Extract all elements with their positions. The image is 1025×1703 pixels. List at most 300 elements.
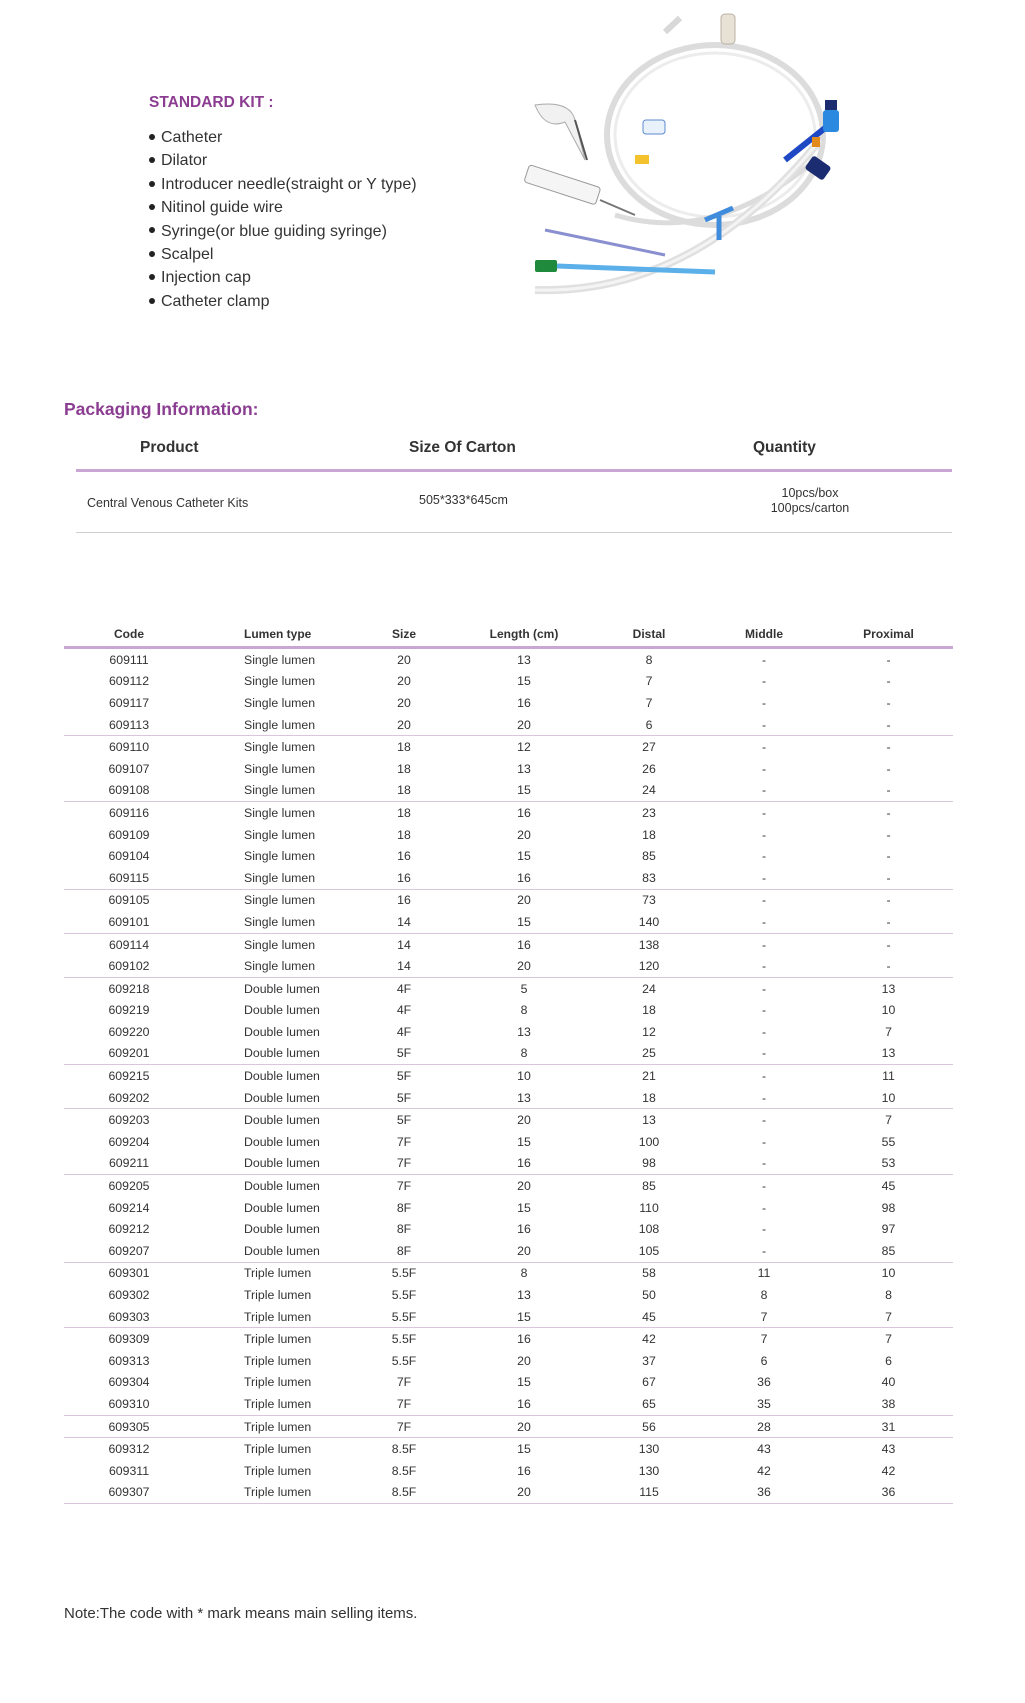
size-cell: 5F [396,1113,412,1128]
proximal-cell: - [886,849,891,864]
size-cell: 5.5F [354,1306,454,1328]
proximal-cell: 53 [824,1153,953,1175]
packaging-row [76,472,952,533]
code-cell: 609114 [108,937,150,952]
spec-header-row [64,622,953,648]
proximal-header: Proximal [824,622,953,648]
lumen-cell: Single lumen [194,780,354,802]
lumen-cell: Double lumen [194,1240,354,1262]
table-row [64,1438,953,1460]
lumen-cell: Double lumen [194,1087,354,1109]
code-cell: 609214 [108,1200,150,1215]
size-cell: 20 [354,714,454,736]
proximal-cell: 8 [885,1288,892,1303]
lumen-header: Lumen type [194,622,354,648]
code-cell: 609102 [64,955,194,977]
distal-header: Distal [594,622,704,648]
length-cell: 20 [454,1415,594,1438]
table-row [64,1197,953,1219]
lumen-cell: Single lumen [244,695,316,710]
distal-cell: 85 [642,1179,656,1194]
size-cell: 8.5F [391,1442,417,1457]
distal-cell: 42 [642,1332,656,1347]
lumen-cell: Single lumen [194,955,354,977]
spec-body [64,648,953,1504]
packaging-title: Packaging Information: [64,399,259,419]
length-cell: 8 [520,1003,528,1018]
proximal-cell: 85 [824,1240,953,1262]
distal-cell: 65 [594,1393,704,1415]
lumen-cell: Double lumen [244,1134,320,1149]
distal-cell: 105 [594,1240,704,1262]
code-cell: 609220 [108,1024,150,1039]
distal-cell: 67 [642,1375,656,1390]
kit-title: STANDARD KIT : [149,94,274,111]
length-cell: 16 [454,1393,594,1415]
middle-cell: - [761,1134,767,1149]
table-row [64,911,953,933]
length-cell: 20 [517,1113,531,1128]
proximal-cell: - [886,827,891,842]
code-cell: 609104 [108,849,150,864]
lumen-cell: Single lumen [194,714,354,736]
distal-cell: 138 [638,937,660,952]
length-cell: 15 [517,849,531,864]
code-cell: 609117 [108,695,150,710]
standard-kit [149,94,417,313]
proximal-cell: 55 [881,1134,896,1149]
distal-cell: 7 [645,695,653,710]
distal-cell: 18 [594,1087,704,1109]
kit-item: Scalpel [149,243,417,266]
size-cell: 7F [396,1134,412,1149]
proximal-cell: - [886,674,891,689]
distal-cell: 140 [594,911,704,933]
bullet-icon [149,251,155,257]
proximal-cell: - [886,695,891,710]
length-cell: 15 [454,1306,594,1328]
size-cell: 5F [354,1087,454,1109]
code-cell: 609212 [108,1222,150,1237]
carton-cell: 505*333*645cm [419,493,508,507]
proximal-cell: - [824,911,953,933]
length-cell: 20 [454,714,594,736]
middle-cell: 43 [757,1442,771,1457]
code-cell: 609307 [64,1482,194,1504]
middle-cell: - [704,1153,824,1175]
lumen-cell: Triple lumen [244,1288,312,1303]
proximal-cell: 98 [881,1200,896,1215]
code-cell: 609302 [108,1288,150,1303]
distal-cell: 73 [642,893,656,908]
proximal-cell: 97 [881,1222,896,1237]
middle-cell: 6 [760,1353,768,1368]
code-cell: 609305 [64,1415,194,1438]
length-header: Length (cm) [454,622,594,648]
middle-cell: - [761,827,767,842]
table-row [64,845,953,867]
middle-cell: - [761,695,767,710]
middle-cell: - [761,1003,767,1018]
code-cell: 609211 [64,1153,194,1175]
length-cell: 20 [517,1353,531,1368]
proximal-cell: 40 [881,1375,896,1390]
code-cell: 609116 [108,805,150,820]
length-cell: 16 [517,937,531,952]
size-cell: 5.5F [391,1266,417,1281]
kit-list [149,126,417,313]
table-row [64,955,953,977]
code-cell: 609115 [64,867,194,889]
table-row [64,1043,953,1065]
lumen-cell: Triple lumen [194,1482,354,1504]
length-cell: 8 [454,1043,594,1065]
length-cell: 15 [517,1134,531,1149]
proximal-cell: 31 [824,1415,953,1438]
distal-cell: 50 [642,1288,656,1303]
table-row [64,1065,953,1087]
middle-cell: - [761,893,767,908]
lumen-cell: Single lumen [194,867,354,889]
bullet-icon [149,204,155,210]
lumen-cell: Double lumen [244,1113,320,1128]
code-cell: 609111 [109,652,149,667]
lumen-cell: Triple lumen [244,1375,312,1390]
bullet-icon [149,227,155,233]
kit-item: Catheter clamp [149,290,417,313]
table-row [64,1262,953,1284]
table-row [64,889,953,911]
quantity-line2: 100pcs/carton [770,501,850,515]
catheter-kit-photo [515,10,875,310]
length-cell: 8 [520,1266,528,1281]
proximal-cell: - [824,780,953,802]
distal-cell: 56 [594,1415,704,1438]
length-cell: 13 [517,652,531,667]
code-cell: 609205 [108,1179,150,1194]
length-cell: 15 [517,674,531,689]
middle-cell: - [761,652,767,667]
product-header: Product [140,439,199,456]
lumen-cell: Double lumen [244,1179,320,1194]
length-cell: 10 [517,1069,531,1084]
distal-cell: 100 [638,1134,660,1149]
table-row [64,802,953,824]
kit-item: Syringe(or blue guiding syringe) [149,220,417,243]
distal-cell: 25 [594,1043,704,1065]
code-cell: 609301 [108,1266,150,1281]
table-row [64,714,953,736]
proximal-cell: 43 [881,1442,896,1457]
middle-cell: - [761,981,767,996]
bullet-icon [149,274,155,280]
proximal-cell: 13 [824,1043,953,1065]
distal-cell: 24 [594,780,704,802]
lumen-cell: Triple lumen [244,1332,312,1347]
middle-cell: - [761,740,767,755]
proximal-cell: 7 [824,1306,953,1328]
lumen-cell: Double lumen [244,1200,320,1215]
table-row [64,1372,953,1394]
bullet-icon [149,157,155,163]
size-cell: 18 [397,740,411,755]
size-cell: 18 [397,761,411,776]
table-row [64,933,953,955]
distal-cell: 120 [594,955,704,977]
distal-cell: 12 [642,1024,656,1039]
quantity-header: Quantity [753,439,816,456]
length-cell: 16 [517,805,531,820]
middle-cell: 35 [704,1393,824,1415]
distal-cell: 85 [642,849,656,864]
table-row [64,780,953,802]
size-cell: 18 [354,780,454,802]
size-cell: 8F [354,1240,454,1262]
distal-cell: 26 [642,761,656,776]
spec-table [64,622,953,1504]
code-cell: 609219 [108,1003,150,1018]
size-cell: 18 [397,805,411,820]
proximal-cell: 6 [885,1353,892,1368]
middle-cell: 36 [757,1375,771,1390]
size-cell: 4F [396,1024,412,1039]
code-cell: 609312 [108,1442,150,1457]
note: Note:The code with * mark means main selling items. [64,1605,418,1622]
length-cell: 20 [517,893,531,908]
lumen-cell: Single lumen [244,805,316,820]
size-cell: 5.5F [391,1332,417,1347]
length-cell: 15 [517,1200,531,1215]
middle-header: Middle [704,622,824,648]
code-cell: 609105 [108,893,150,908]
distal-cell: 18 [642,1003,656,1018]
table-row [64,1087,953,1109]
lumen-cell: Triple lumen [244,1266,312,1281]
distal-cell: 108 [638,1222,660,1237]
size-cell: 4F [396,981,412,996]
size-cell: 8.5F [391,1463,417,1478]
middle-cell: - [761,1200,767,1215]
code-cell: 609101 [64,911,194,933]
lumen-cell: Single lumen [244,893,316,908]
size-cell: 8F [396,1200,412,1215]
middle-cell: 28 [704,1415,824,1438]
table-row [64,1109,953,1131]
proximal-cell: 38 [824,1393,953,1415]
middle-cell: - [704,780,824,802]
kit-item: Injection cap [149,266,417,289]
size-cell: 5.5F [391,1288,417,1303]
packaging-table [76,433,952,533]
lumen-cell: Single lumen [244,652,316,667]
distal-cell: 6 [594,714,704,736]
table-row [64,867,953,889]
size-cell: 7F [396,1375,412,1390]
table-row [64,648,953,671]
packaging-header [76,433,952,472]
table-row [64,692,953,714]
table-row [64,1153,953,1175]
table-row [64,1328,953,1350]
length-cell: 5 [520,981,528,996]
code-cell: 609310 [64,1393,194,1415]
length-cell: 20 [454,955,594,977]
distal-cell: 83 [594,867,704,889]
table-row [64,671,953,693]
length-cell: 20 [517,827,531,842]
size-header: Size [354,622,454,648]
lumen-cell: Single lumen [244,674,316,689]
table-row [64,1460,953,1482]
distal-cell: 13 [642,1113,656,1128]
lumen-cell: Triple lumen [244,1353,312,1368]
middle-cell: - [761,1113,767,1128]
carton-header: Size Of Carton [409,439,516,456]
table-row [64,1021,953,1043]
middle-cell: 36 [704,1482,824,1504]
distal-cell: 58 [642,1266,656,1281]
proximal-cell: 36 [824,1482,953,1504]
lumen-cell: Triple lumen [194,1393,354,1415]
length-cell: 16 [517,695,531,710]
code-cell: 609112 [108,674,150,689]
code-cell: 609107 [108,761,150,776]
size-cell: 4F [396,1003,412,1018]
lumen-cell: Single lumen [244,937,316,952]
lumen-cell: Single lumen [244,740,316,755]
proximal-cell: - [886,761,891,776]
distal-cell: 27 [642,740,656,755]
middle-cell: - [761,937,767,952]
table-row [64,1415,953,1438]
length-cell: 13 [454,1087,594,1109]
size-cell: 16 [397,849,411,864]
length-cell: 16 [454,867,594,889]
proximal-cell: 7 [885,1113,892,1128]
middle-cell: - [704,1087,824,1109]
middle-cell: - [704,955,824,977]
code-cell: 609311 [108,1463,150,1478]
middle-cell: - [761,849,767,864]
length-cell: 16 [517,1222,531,1237]
proximal-cell: - [824,867,953,889]
distal-cell: 18 [642,827,656,842]
distal-cell: 7 [645,674,653,689]
lumen-cell: Single lumen [244,761,316,776]
length-cell: 20 [517,1179,531,1194]
code-cell: 609202 [64,1087,194,1109]
proximal-cell: 10 [881,1266,896,1281]
size-cell: 5.5F [391,1353,417,1368]
size-cell: 8F [396,1222,412,1237]
middle-cell: - [704,867,824,889]
size-cell: 7F [396,1179,412,1194]
kit-item: Catheter [149,126,417,149]
middle-cell: - [761,761,767,776]
code-cell: 609313 [108,1353,150,1368]
distal-cell: 24 [642,981,656,996]
code-cell: 609204 [108,1134,150,1149]
lumen-cell: Double lumen [244,1222,320,1237]
proximal-cell: 45 [881,1179,896,1194]
lumen-cell: Double lumen [244,1069,320,1084]
middle-cell: - [761,1179,767,1194]
size-cell: 20 [397,652,411,667]
proximal-cell: 42 [881,1463,896,1478]
middle-cell: - [761,805,767,820]
code-cell: 609113 [64,714,194,736]
code-cell: 609201 [64,1043,194,1065]
middle-cell: - [761,1222,767,1237]
code-cell: 609303 [64,1306,194,1328]
lumen-cell: Double lumen [194,1153,354,1175]
table-row [64,1482,953,1504]
size-cell: 16 [354,867,454,889]
proximal-cell: - [886,937,891,952]
code-header: Code [64,622,194,648]
kit-item: Dilator [149,149,417,172]
middle-cell: - [761,674,767,689]
code-cell: 609215 [108,1069,150,1084]
code-cell: 609203 [108,1113,150,1128]
length-cell: 15 [517,1442,531,1457]
lumen-cell: Double lumen [244,1003,320,1018]
size-cell: 14 [354,955,454,977]
length-cell: 13 [517,761,531,776]
middle-cell: - [704,1043,824,1065]
code-cell: 609309 [108,1332,150,1347]
proximal-cell: 11 [882,1069,895,1084]
length-cell: 16 [517,1332,531,1347]
distal-cell: 23 [642,805,656,820]
table-row [64,1393,953,1415]
proximal-cell: 13 [881,981,896,996]
table-row [64,736,953,758]
quantity-line1: 10pcs/box [781,486,839,500]
proximal-cell: - [824,714,953,736]
middle-cell: - [704,714,824,736]
table-row [64,1240,953,1262]
lumen-cell: Double lumen [194,1043,354,1065]
length-cell: 16 [454,1153,594,1175]
table-row [64,758,953,780]
code-cell: 609304 [108,1375,150,1390]
middle-cell: 8 [760,1288,768,1303]
size-cell: 7F [354,1153,454,1175]
length-cell: 20 [454,1240,594,1262]
kit-item: Nitinol guide wire [149,196,417,219]
size-cell: 5F [396,1069,412,1084]
distal-cell: 115 [594,1482,704,1504]
proximal-cell: - [886,740,891,755]
length-cell: 15 [454,780,594,802]
bullet-icon [149,134,155,140]
proximal-cell: 10 [824,1087,953,1109]
size-cell: 14 [354,911,454,933]
middle-cell: 11 [757,1266,771,1281]
length-cell: 12 [517,740,531,755]
size-cell: 18 [397,827,411,842]
proximal-cell: 7 [885,1332,892,1347]
proximal-cell: - [886,893,891,908]
table-row [64,1175,953,1197]
length-cell: 16 [517,1463,531,1478]
middle-cell: - [761,1024,767,1039]
lumen-cell: Double lumen [244,981,320,996]
size-cell: 20 [397,674,411,689]
table-row [64,1131,953,1153]
proximal-cell: 10 [881,1003,896,1018]
